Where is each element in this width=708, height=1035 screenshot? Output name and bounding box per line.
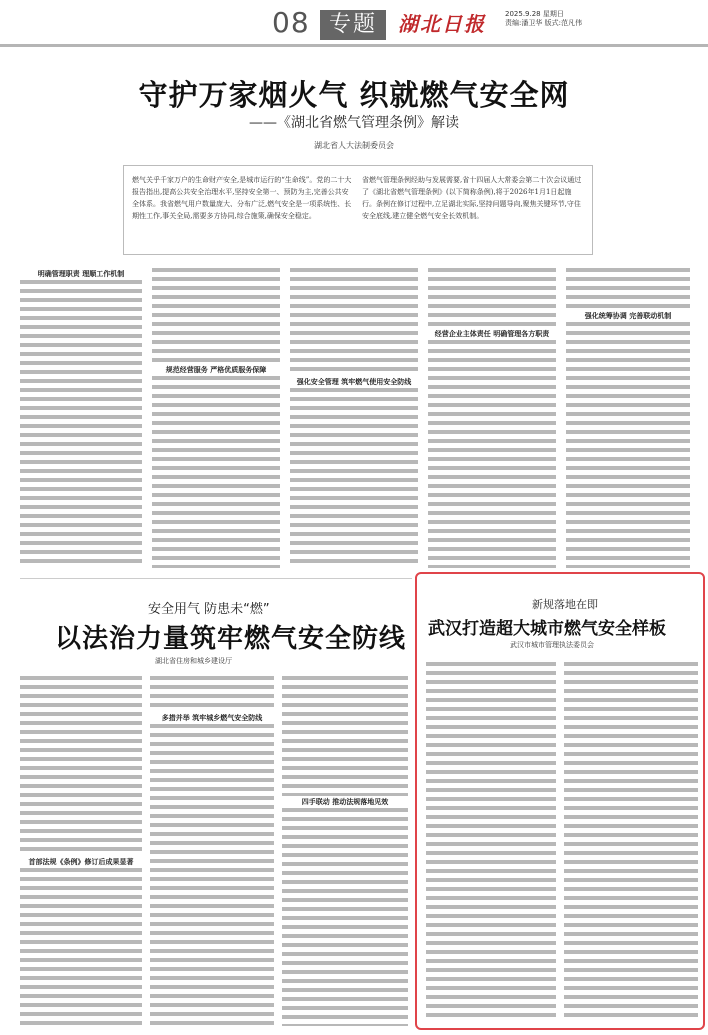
intro-right-text: 省燃气管理条例经助与发展需要,省十四届人大常委会第二十次会议通过了《湖北省燃气管理条例》(以下简称条例),将于2026年1月1日起施行。条例在修订过程中,立足湖北实际,坚持问题导向,聚焦关键环节,守住安全底线,建立健全燃气安全长效机制。 bbox=[362, 176, 582, 220]
column-text bbox=[150, 676, 274, 712]
masthead bbox=[0, 0, 708, 47]
column-text bbox=[20, 676, 142, 856]
intro-left-text: 燃气关乎千家万户的生命财产安全,是城市运行的“生命线”。党的二十大报告指出,提高公共安全治理水平,坚持安全第一、预防为主,完善公共安全体系。我省燃气用户数量庞大、分布广泛,燃气安全是一项系统性、长期性工作,事关全局,需要多方协同,综合施策,确保安全稳定。 bbox=[132, 176, 352, 220]
article1-subtitle: ——《湖北省燃气管理条例》解读 bbox=[249, 115, 459, 131]
column-text bbox=[426, 662, 556, 1022]
column-text bbox=[152, 376, 280, 568]
section-divider bbox=[20, 578, 412, 579]
article2-byline: 湖北省住房和城乡建设厅 bbox=[155, 657, 232, 665]
article2-kicker: 安全用气 防患未“燃” bbox=[148, 602, 270, 617]
article1-column-1 bbox=[20, 268, 142, 568]
column-text bbox=[20, 868, 142, 1026]
column-text bbox=[564, 662, 698, 1022]
intro-left bbox=[132, 174, 354, 222]
article2-title: 以法治力量筑牢燃气安全防线 bbox=[55, 624, 407, 654]
column-text bbox=[290, 388, 418, 568]
column-head: 规范经营服务 严格优质服务保障 bbox=[152, 364, 280, 376]
article1-column-3 bbox=[290, 268, 418, 568]
column-text bbox=[428, 268, 556, 328]
column-text bbox=[566, 322, 690, 568]
article1-title: 守护万家烟火气 织就燃气安全网 bbox=[138, 78, 570, 112]
article2-column-3 bbox=[282, 676, 408, 1026]
column-head: 首部法规《条例》修订后成果显著 bbox=[20, 856, 142, 868]
newspaper-logo: 湖北日报 bbox=[398, 12, 486, 36]
column-text bbox=[428, 340, 556, 568]
column-head: 四手联动 推动法规落地见效 bbox=[282, 796, 408, 808]
article1-column-4 bbox=[428, 268, 556, 568]
article2-column-1 bbox=[20, 676, 142, 1026]
article3-title: 武汉打造超大城市燃气安全样板 bbox=[428, 619, 666, 639]
article3-kicker: 新规落地在即 bbox=[532, 598, 598, 611]
article1-column-5 bbox=[566, 268, 690, 568]
column-text bbox=[150, 724, 274, 1026]
dateline bbox=[505, 10, 582, 28]
column-text bbox=[282, 808, 408, 1026]
section-label: 专题 bbox=[320, 10, 386, 40]
column-text bbox=[566, 268, 690, 310]
dateline-editors: 责编:潘卫华 版式:范凡伟 bbox=[505, 19, 582, 27]
article2-column-2 bbox=[150, 676, 274, 1026]
column-text bbox=[152, 268, 280, 364]
column-head: 强化统筹协调 完善联动机制 bbox=[566, 310, 690, 322]
article1-column-2 bbox=[152, 268, 280, 568]
column-text bbox=[20, 280, 142, 568]
column-head: 强化安全管理 筑牢燃气使用安全防线 bbox=[290, 376, 418, 388]
column-head: 经营企业主体责任 明确管理各方职责 bbox=[428, 328, 556, 340]
column-head: 多措并举 筑牢城乡燃气安全防线 bbox=[150, 712, 274, 724]
article3-column-1 bbox=[426, 662, 556, 1022]
column-text bbox=[282, 676, 408, 796]
article1-intro-box bbox=[123, 165, 593, 255]
article3-byline: 武汉市城市管理执法委员会 bbox=[510, 641, 594, 649]
page-number: 08 bbox=[272, 6, 310, 39]
column-text bbox=[290, 268, 418, 376]
column-head: 明确管理职责 理顺工作机制 bbox=[20, 268, 142, 280]
intro-right bbox=[362, 174, 584, 222]
article1-byline: 湖北省人大法制委员会 bbox=[314, 141, 394, 150]
dateline-date: 2025.9.28 星期日 bbox=[505, 10, 564, 18]
article3-column-2 bbox=[564, 662, 698, 1022]
